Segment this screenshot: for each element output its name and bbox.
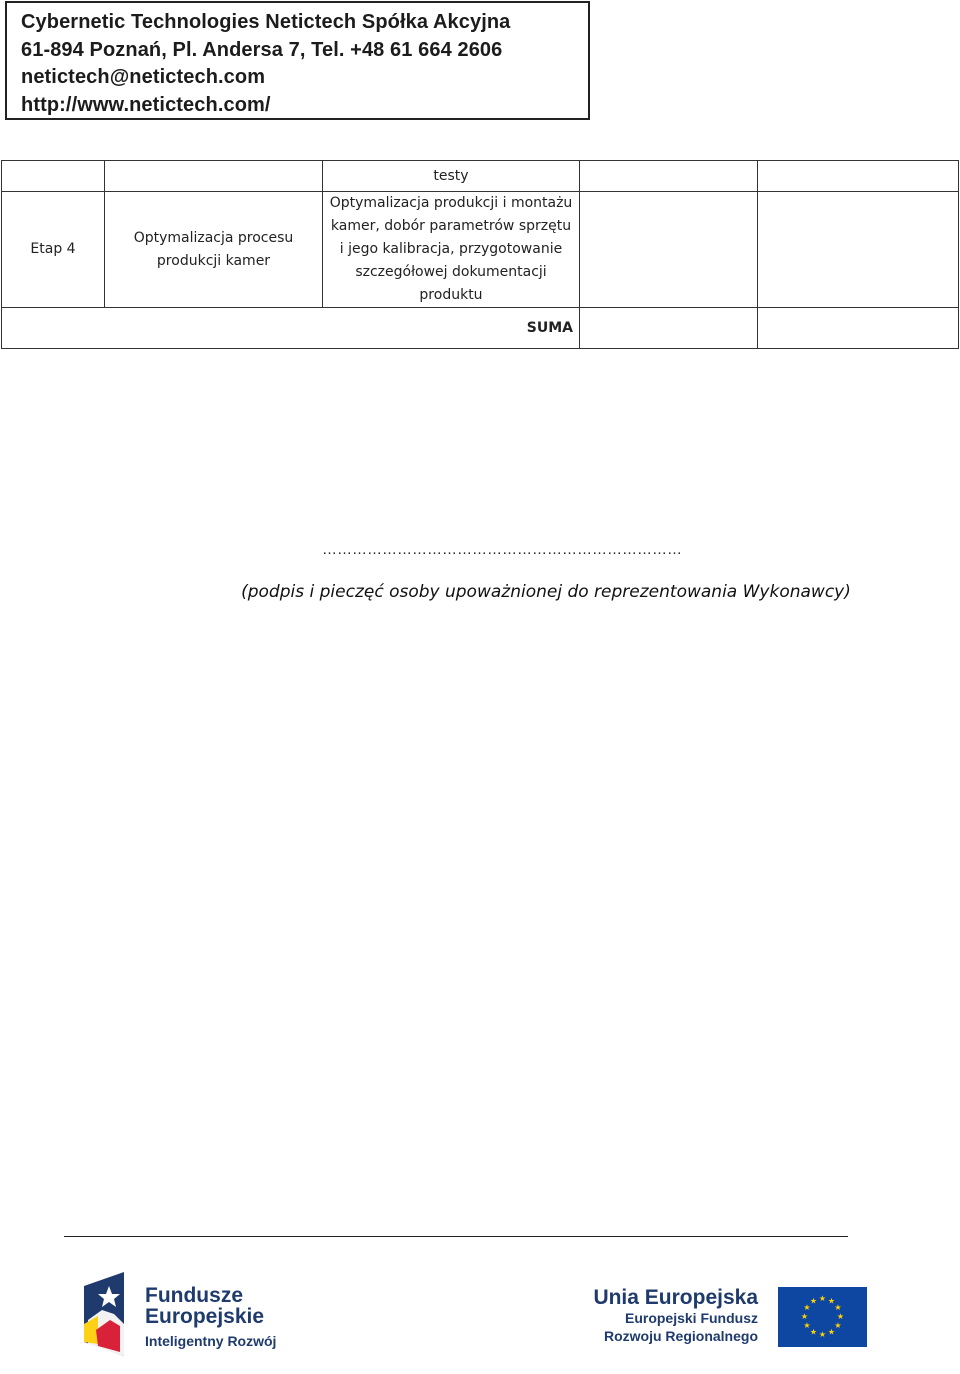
eu-logo-line2: Europejski Fundusz [624, 1310, 758, 1326]
svg-text:★: ★ [800, 1312, 809, 1321]
empty-cell [758, 161, 959, 192]
sum-label-cell: SUMA [2, 308, 580, 349]
table-row [2, 192, 959, 308]
signature-caption: (podpis i pieczęć osoby upoważnionej do reprezentowania Wykonawcy) [241, 582, 851, 602]
stage-label-cell: Etap 4 [2, 192, 105, 308]
stage-value-cell [580, 192, 758, 308]
svg-text:★: ★ [803, 1303, 811, 1312]
svg-text:★: ★ [834, 1303, 842, 1312]
company-header [5, 1, 590, 120]
eu-text [593, 1286, 758, 1345]
eu-flag-icon [778, 1287, 867, 1347]
svg-text:★: ★ [809, 1296, 818, 1306]
fundusze-europejskie-text [145, 1285, 276, 1349]
stage-value-cell [758, 192, 959, 308]
cost-table [1, 160, 959, 349]
company-address: 61-894 Poznań, Pl. Andersa 7, Tel. +48 61 664 2606 [21, 38, 503, 61]
fe-logo-line2: Europejskie [145, 1305, 265, 1328]
eu-logo-line1: Unia Europejska [593, 1286, 758, 1309]
svg-text:★: ★ [827, 1327, 836, 1337]
svg-text:★: ★ [818, 1330, 827, 1339]
footer-divider [64, 1236, 848, 1237]
fe-logo-line3: Inteligentny Rozwój [145, 1333, 277, 1349]
svg-text:★: ★ [834, 1321, 842, 1330]
stage-description-cell: Optymalizacja produkcji i montażu kamer, dobór parametrów sprzętu i jego kalibracja, przygotowanie szczegółowej dokumentacji produktu [323, 192, 580, 308]
fe-logo-line1: Fundusze [145, 1284, 243, 1307]
stage-name-cell: Optymalizacja procesu produkcji kamer [105, 192, 323, 308]
svg-text:★: ★ [809, 1327, 818, 1337]
company-name: Cybernetic Technologies Netictech Spółka Akcyjna [21, 11, 511, 33]
sum-value-cell [580, 308, 758, 349]
svg-text:★: ★ [827, 1296, 836, 1306]
empty-cell [580, 161, 758, 192]
svg-text:★: ★ [818, 1294, 827, 1303]
svg-text:★: ★ [803, 1321, 811, 1330]
company-email[interactable]: netictech@netictech.com [21, 66, 266, 88]
company-website[interactable]: http://www.netictech.com/ [21, 93, 271, 116]
empty-cell [2, 161, 105, 192]
table-row [2, 161, 959, 192]
fundusze-europejskie-logo-icon [84, 1272, 132, 1356]
eu-logo-line3: Rozwoju Regionalnego [604, 1328, 758, 1344]
empty-cell [105, 161, 323, 192]
top-row-cell: testy [323, 161, 580, 192]
table-row [2, 308, 959, 349]
sum-value-cell [758, 308, 959, 349]
signature-line: ……………………………………………………………… [322, 541, 682, 558]
svg-text:★: ★ [836, 1312, 845, 1321]
